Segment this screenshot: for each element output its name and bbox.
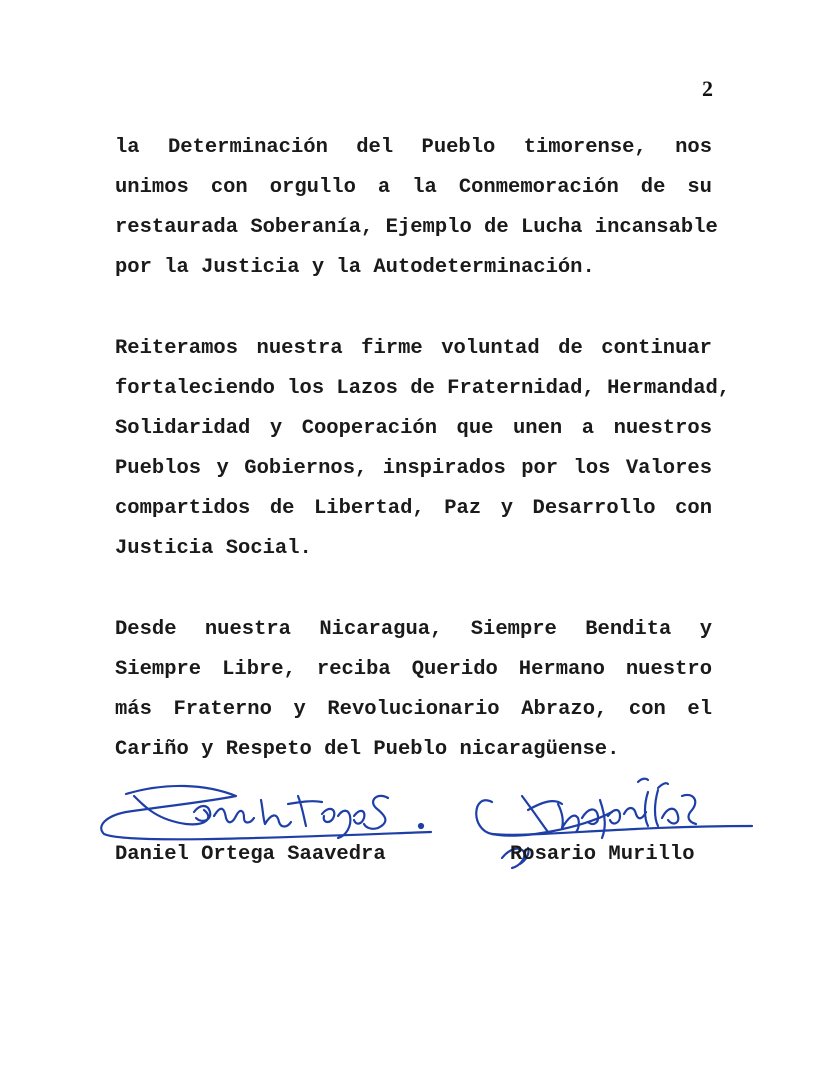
page-number: 2	[702, 76, 713, 101]
paragraph-line: restaurada Soberanía, Ejemplo de Lucha incansable	[115, 216, 718, 239]
paragraph-1	[115, 128, 718, 288]
paragraph-2	[115, 329, 731, 569]
paragraph-line: Siempre Libre, reciba Querido Hermano nuestro	[115, 658, 712, 681]
paragraph-3	[115, 610, 712, 770]
signer-name-2: Rosario Murillo	[510, 843, 695, 866]
paragraph-line: Cariño y Respeto del Pueblo nicaragüense.	[115, 738, 620, 761]
paragraph-line: Solidaridad y Cooperación que unen a nuestros	[115, 417, 712, 440]
paragraph-line: Justicia Social.	[115, 537, 312, 560]
paragraph-line: fortaleciendo los Lazos de Fraternidad, Hermandad,	[115, 377, 731, 400]
signer-name-1: Daniel Ortega Saavedra	[115, 843, 386, 866]
paragraph-line: Pueblos y Gobiernos, inspirados por los Valores	[115, 457, 712, 480]
paragraph-line: más Fraterno y Revolucionario Abrazo, con el	[115, 698, 712, 721]
signature-daniel-ortega	[86, 772, 446, 852]
paragraph-line: la Determinación del Pueblo timorense, nos	[115, 136, 712, 159]
paragraph-line: Reiteramos nuestra firme voluntad de continuar	[115, 337, 712, 360]
paragraph-line: compartidos de Libertad, Paz y Desarrollo con	[115, 497, 712, 520]
paragraph-line: por la Justicia y la Autodeterminación.	[115, 256, 595, 279]
paragraph-line: Desde nuestra Nicaragua, Siempre Bendita y	[115, 618, 712, 641]
paragraph-line: unimos con orgullo a la Conmemoración de su	[115, 176, 712, 199]
